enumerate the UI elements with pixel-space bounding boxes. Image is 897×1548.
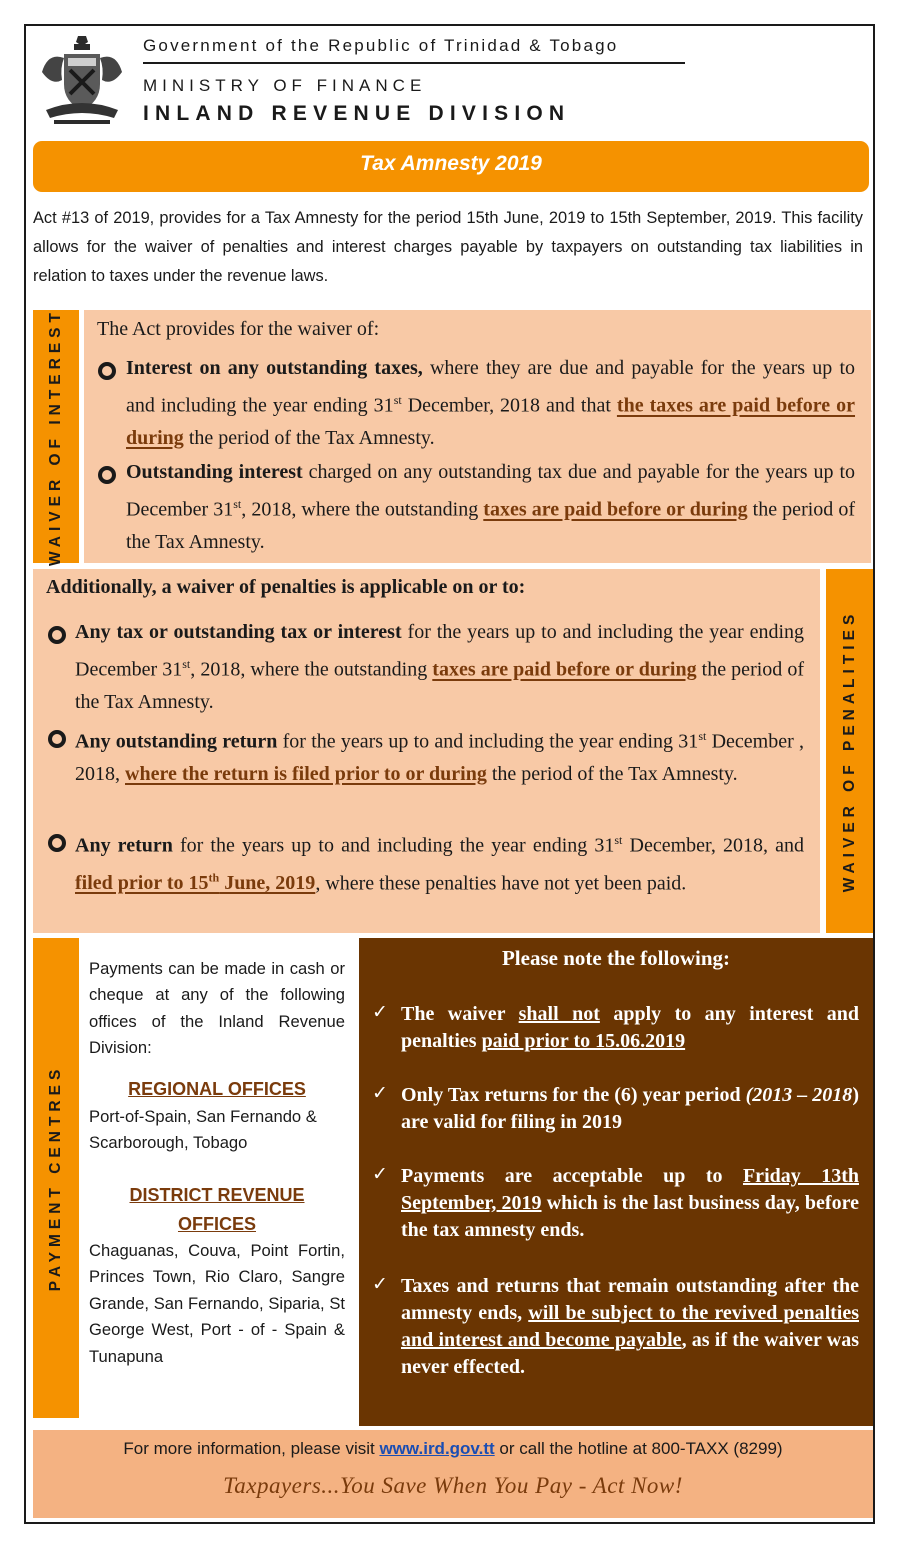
penalties-lead: Additionally, a waiver of penalties is applicable on or to: bbox=[46, 576, 526, 598]
intro-paragraph: Act #13 of 2019, provides for a Tax Amnesty for the period 15th June, 2019 to 15th September, 2019. This facility allows for the waiver of penalties and interest charges payable by taxpayers on outstanding tax liabilities in relation to taxes under the revenue laws. bbox=[33, 209, 863, 285]
division-title: INLAND REVENUE DIVISION bbox=[143, 102, 571, 125]
penalty-item-3: Any return for the years up to and including the year ending 31st December, 2018, and filed prior to 15th June, 2019, where these penalties have not yet been paid. bbox=[75, 833, 805, 895]
bullet-icon bbox=[48, 730, 66, 748]
check-icon: ✓ bbox=[372, 1001, 388, 1023]
bullet-icon bbox=[48, 626, 66, 644]
regional-offices-heading: REGIONAL OFFICES bbox=[128, 1079, 306, 1099]
bullet-icon bbox=[98, 362, 116, 380]
check-icon: ✓ bbox=[372, 1163, 388, 1185]
bullet-icon bbox=[98, 466, 116, 484]
tab-label: WAIVER OF PENALITIES bbox=[840, 609, 858, 893]
check-icon: ✓ bbox=[372, 1273, 388, 1295]
interest-item-2: Outstanding interest charged on any outstanding tax due and payable for the years up to December 31st, 2018, where the outstanding taxes are paid before or during the period of the Tax Amnesty. bbox=[126, 461, 856, 553]
payment-intro: Payments can be made in cash or cheque at any of the following offices of the Inland Revenue Division: bbox=[89, 959, 345, 1058]
district-offices-list: Chaguanas, Couva, Point Fortin, Princes Town, Rio Claro, Sangre Grande, San Fernando, Siparia, St George West, Port - of - Spain & Tunapuna bbox=[89, 1241, 345, 1366]
coat-of-arms-icon bbox=[34, 32, 130, 128]
district-offices-heading: DISTRICT REVENUE OFFICES bbox=[129, 1185, 305, 1234]
website-link[interactable]: www.ird.gov.tt bbox=[379, 1439, 495, 1458]
note-item-3: Payments are acceptable up to Friday 13th September, 2019 which is the last business day, before the tax amnesty ends. bbox=[401, 1165, 859, 1241]
penalty-item-1: Any tax or outstanding tax or interest for the years up to and including the year ending December 31st, 2018, where the outstanding taxes are paid before or during the period of the Tax Amnesty. bbox=[75, 621, 805, 713]
notes-title: Please note the following: bbox=[501, 946, 731, 970]
banner-title: Tax Amnesty 2019 bbox=[33, 141, 869, 192]
tab-label: PAYMENT CENTRES bbox=[47, 1064, 64, 1292]
payment-centres-tab bbox=[33, 938, 79, 1418]
footer-slogan: Taxpayers...You Save When You Pay - Act Now! bbox=[223, 1473, 683, 1498]
note-item-4: Taxes and returns that remain outstanding after the amnesty ends, will be subject to the revived penalties and interest and become payable, as if the waiver was never effected. bbox=[401, 1275, 859, 1378]
header-rule bbox=[143, 62, 685, 64]
interest-lead: The Act provides for the waiver of: bbox=[97, 318, 380, 340]
footer-info: For more information, please visit www.ird.gov.tt or call the hotline at 800-TAXX (8299) bbox=[123, 1439, 783, 1458]
regional-offices-list: Port-of-Spain, San Fernando & Scarborough, Tobago bbox=[89, 1107, 317, 1153]
check-icon: ✓ bbox=[372, 1082, 388, 1104]
interest-item-1: Interest on any outstanding taxes, where they are due and payable for the years up to and including the year ending 31st December, 2018 and that the taxes are paid before or during the period of the Tax Amnesty. bbox=[126, 357, 856, 449]
government-title: Government of the Republic of Trinidad & Tobago bbox=[143, 36, 619, 55]
note-item-1: The waiver shall not apply to any interest and penalties paid prior to 15.06.2019 bbox=[401, 1003, 859, 1052]
bullet-icon bbox=[48, 834, 66, 852]
ministry-title: MINISTRY OF FINANCE bbox=[143, 76, 427, 95]
note-item-2: Only Tax returns for the (6) year period (2013 – 2018) are valid for filing in 2019 bbox=[401, 1084, 859, 1133]
tab-label: WAIVER OF INTEREST bbox=[47, 307, 64, 566]
penalty-item-2: Any outstanding return for the years up to and including the year ending 31st December , 2018, where the return is filed prior to or during the period of the Tax Amnesty. bbox=[75, 729, 804, 785]
waiver-of-interest-tab bbox=[33, 307, 79, 566]
waiver-of-penalties-tab bbox=[826, 569, 873, 933]
